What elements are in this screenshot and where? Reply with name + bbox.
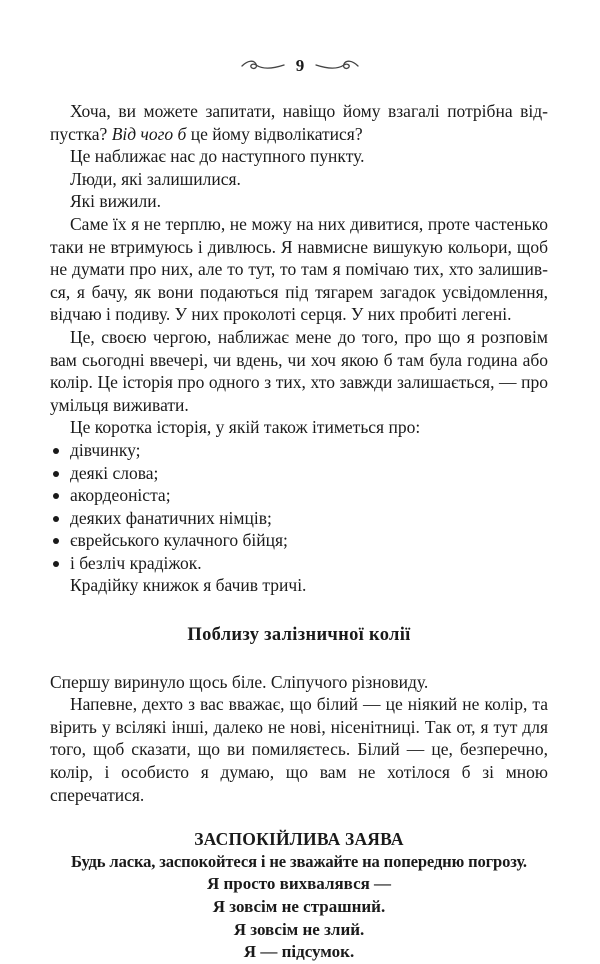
paragraph: Це наближає нас до наступного пункту.	[70, 146, 365, 167]
paragraph: Люди, які залишилися.	[70, 168, 241, 189]
page-number: 9	[295, 56, 305, 75]
paragraph: Це, своєю чергою, наближає мене до того, про що я розповім вам сьогодні ввечері, чи вдень, чи хоч якою б там була година або колір. Це історія про одного з тих, хто завжди залишається, — про умільця виживати.	[50, 326, 548, 415]
paragraph: Які вижили.	[70, 191, 161, 212]
text-run: Хоча, ви можете запитати, навіщо йому взагалі потрібна відпустка?	[50, 101, 548, 144]
paragraph	[50, 100, 548, 145]
notice-line: Я — підсумок.	[243, 942, 355, 962]
paragraph: Крадійку книжок я бачив тричі.	[70, 575, 307, 596]
notice-line: Я зовсім не злий.	[233, 919, 365, 939]
list-item: дівчинку;	[50, 439, 548, 462]
list-item: єврейського кулачного бійця;	[50, 529, 548, 552]
notice-line: Будь ласка, заспокойтеся і не зважайте на попередню погрозу.	[71, 851, 527, 871]
notice-line: Я просто вихвалявся —	[206, 874, 392, 894]
bullet-list	[50, 439, 548, 575]
notice-block	[50, 828, 548, 964]
paragraph: Напевне, дехто з вас вважає, що білий — це ніякий не колір, та вірить у всілякі інші, далеко не нові, нісенітниці. Так от, я тут для того, щоб сказати, що ви помиляєтесь. Білий — це, безперечно, колір, і особисто я думаю, що вам не хотілося б зі мною сперечатися.	[50, 694, 548, 805]
list-item: і безліч крадіжок.	[50, 552, 548, 575]
paragraph: Спершу виринуло щось біле. Сліпучого різновиду.	[50, 671, 429, 692]
right-flourish-icon	[314, 58, 360, 74]
left-flourish-icon	[240, 58, 286, 74]
page-body	[50, 100, 548, 964]
text-run: це йому відволікатися?	[186, 123, 363, 144]
list-item: деяких фанатичних німців;	[50, 507, 548, 530]
list-item: акордеоніста;	[50, 484, 548, 507]
italic-text: Від чого б	[111, 123, 187, 144]
notice-heading: ЗАСПОКІЙЛИВА ЗАЯВА	[194, 829, 404, 850]
paragraph: Це коротка історія, у якій також ітиметься про:	[70, 417, 421, 438]
list-item: деякі слова;	[50, 462, 548, 485]
notice-line: Я зовсім не страшний.	[212, 897, 386, 916]
section-title: Поблизу залізничної колії	[187, 625, 411, 646]
paragraph: Саме їх я не терплю, не можу на них дивитися, проте частенько таки не втримуюсь і дивлюсь. Я навмисне вишукую кольори, щоб не думати про них, але то тут, то там я помічаю тих, хто залишився, я бачу, як вони подаються під тягарем загадок усвідомлення, відчаю і подиву. У них проколоті серця. У них пробиті легені.	[50, 213, 548, 325]
page-header	[0, 56, 600, 76]
